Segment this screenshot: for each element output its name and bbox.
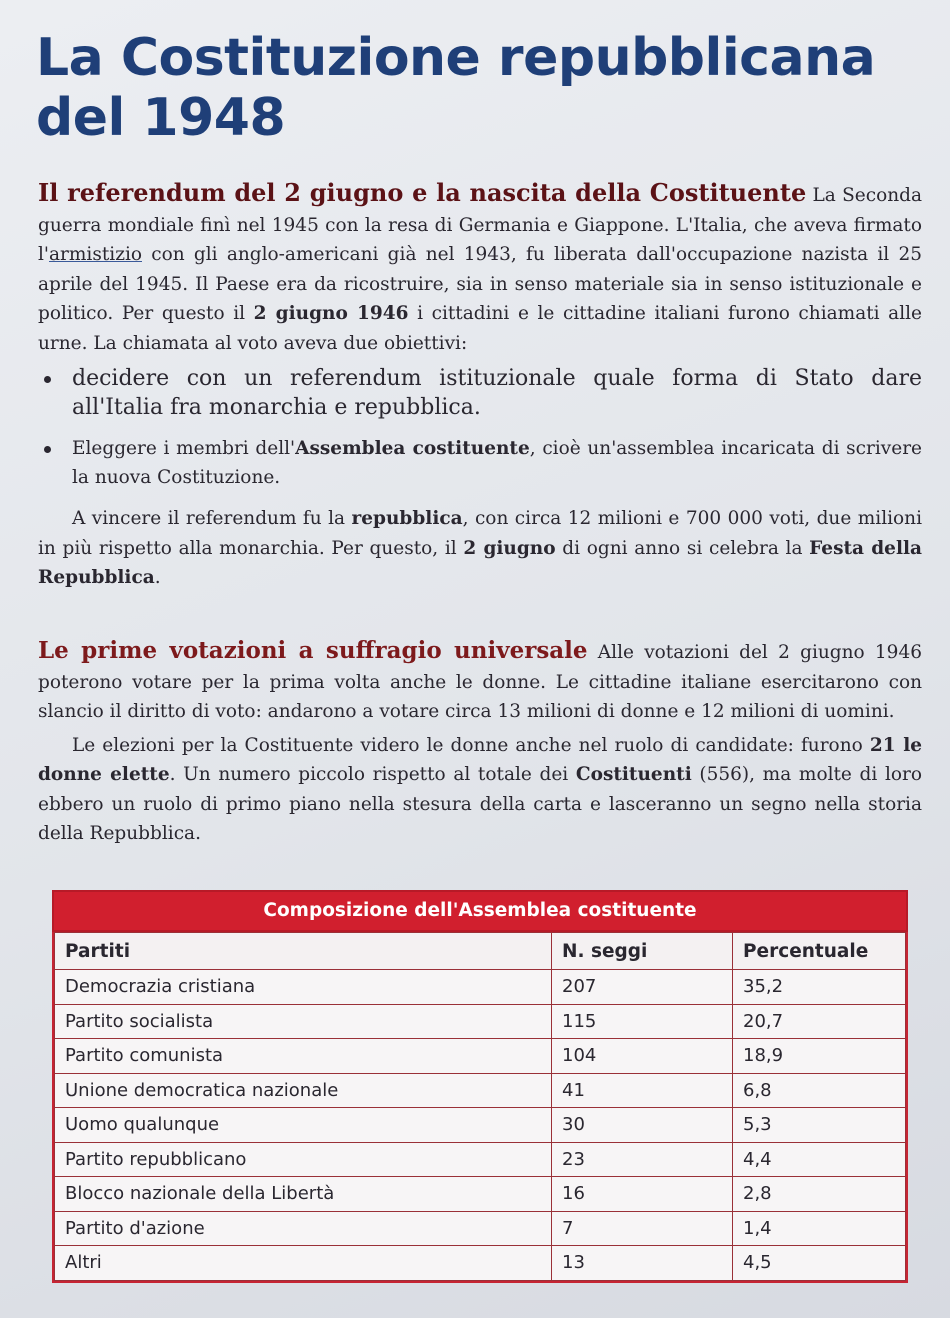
- section-suffragio: [38, 636, 922, 849]
- paragraph-result: A vincere il referendum fu la repubblica, con circa 12 milioni e 700 000 voti, due milioni in più rispetto alla monarchia. Per questo, il 2 giugno di ogni anno si celebra la Festa della Repubblica.: [38, 508, 922, 588]
- party-name: Uomo qualunque: [55, 1108, 552, 1143]
- column-header-partiti: Partiti: [55, 933, 552, 970]
- party-name: Partito d'azione: [55, 1211, 552, 1246]
- table-row: [55, 1142, 906, 1177]
- section-heading-suffragio: Le prime votazioni a suffragio universale: [38, 637, 588, 664]
- seats: 104: [552, 1039, 733, 1074]
- column-header-percentuale: Percentuale: [733, 933, 906, 970]
- seats: 115: [552, 1004, 733, 1039]
- party-name: Partito socialista: [55, 1004, 552, 1039]
- paragraph-donne-elette: Le elezioni per la Costituente videro le donne anche nel ruolo di candidate: furono 21 le donne elette. Un numero piccolo rispetto al totale dei Costituenti (556), ma molte di loro ebbero un ruolo di primo piano nella stesura della carta e lasceranno un segno nella storia della Repubblica.: [38, 734, 923, 844]
- seats: 13: [552, 1246, 733, 1281]
- composition-table: [54, 932, 906, 1281]
- table-row: [55, 1039, 906, 1074]
- objectives-list: [38, 364, 922, 492]
- table-row: [55, 1211, 906, 1246]
- party-name: Unione democratica nazionale: [55, 1073, 552, 1108]
- percentage: 35,2: [733, 970, 906, 1005]
- table-title: Composizione dell'Assemblea costituente: [52, 890, 908, 932]
- table-row: [55, 1177, 906, 1212]
- party-name: Blocco nazionale della Libertà: [55, 1177, 552, 1212]
- page-title: La Costituzione repubblicana del 1948: [36, 28, 876, 148]
- seats: 41: [552, 1073, 733, 1108]
- seats: 7: [552, 1211, 733, 1246]
- paragraph-intro: Il referendum del 2 giugno e la nascita della Costituente La Seconda guerra mondiale finì nel 1945 con la resa di Germania e Giappone. L'Italia, che aveva firmato l'armistizio con gli anglo-americani già nel 1943, fu liberata dall'occupazione nazista il 25 aprile del 1945. Il Paese era da ricostruire, sia in senso materiale sia in senso istituzionale e politico. Per questo il 2 giugno 1946 i cittadini e le cittadine italiani furono chiamati alle urne. La chiamata al voto aveva due obiettivi:: [38, 178, 923, 354]
- list-item: decidere con un referendum istituzionale quale forma di Stato dare all'Italia fra monarchia e repubblica.: [72, 366, 922, 420]
- seats: 207: [552, 970, 733, 1005]
- assembly-composition-table: [52, 890, 908, 1283]
- percentage: 20,7: [733, 1004, 906, 1039]
- glossary-link-armistizio[interactable]: armistizio: [49, 244, 142, 265]
- table-row: [55, 970, 906, 1005]
- column-header-seggi: N. seggi: [552, 933, 733, 970]
- percentage: 4,5: [733, 1246, 906, 1281]
- percentage: 2,8: [733, 1177, 906, 1212]
- section-referendum: [38, 178, 922, 593]
- section-heading-referendum: Il referendum del 2 giugno e la nascita della Costituente: [38, 178, 807, 207]
- seats: 16: [552, 1177, 733, 1212]
- party-name: Democrazia cristiana: [55, 970, 552, 1005]
- percentage: 6,8: [733, 1073, 906, 1108]
- table-row: [55, 1004, 906, 1039]
- party-name: Altri: [55, 1246, 552, 1281]
- table-row: [55, 1108, 906, 1143]
- percentage: 5,3: [733, 1108, 906, 1143]
- list-item: Eleggere i membri dell'Assemblea costituente, cioè un'assemblea incaricata di scrivere la nuova Costituzione.: [72, 434, 922, 492]
- party-name: Partito comunista: [55, 1039, 552, 1074]
- seats: 23: [552, 1142, 733, 1177]
- percentage: 4,4: [733, 1142, 906, 1177]
- party-name: Partito repubblicano: [55, 1142, 552, 1177]
- percentage: 1,4: [733, 1211, 906, 1246]
- table-row: [55, 1073, 906, 1108]
- percentage: 18,9: [733, 1039, 906, 1074]
- seats: 30: [552, 1108, 733, 1143]
- table-header-row: [55, 933, 906, 970]
- table-row: [55, 1246, 906, 1281]
- paragraph-suffragio: Le prime votazioni a suffragio universale Alle votazioni del 2 giugno 1946 poterono votare per la prima volta anche le donne. Le cittadine italiane esercitarono con slancio il diritto di voto: andarono a votare circa 13 milioni di donne e 12 milioni di uomini.: [38, 637, 922, 722]
